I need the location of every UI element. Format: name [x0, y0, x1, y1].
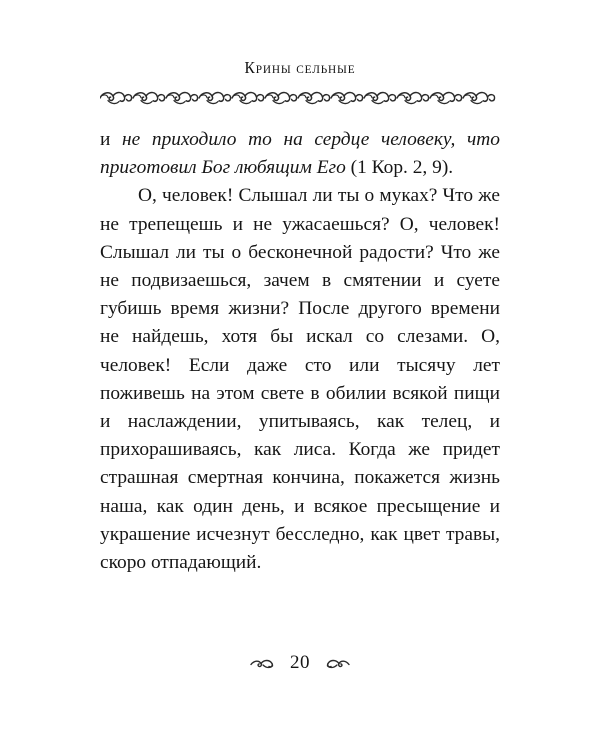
paragraph-scripture-quote	[100, 126, 500, 182]
quote-lead-in: и	[100, 129, 123, 150]
paragraph-homily	[100, 182, 500, 577]
leaf-flourish-left-icon	[250, 656, 276, 670]
paragraph-homily-text: О, человек! Слышал ли ты о муках? Что же не трепещешь и не ужасаешься? О, человек! Слышал ли ты о бесконечной радости? Что же не подвизаешься, зачем в смятении и суете губишь время жизни? После другого времени не найдешь, хотя бы искал со слезами. О, человек! Если даже сто или тысячу лет поживешь на этом свете в обилии всякой пищи и наслаждении, упитываясь, как телец, и прихорашиваясь, как лиса. Когда же придет страшная смертная кончина, покажется жизнь наша, как один день, и всякое пресыщение и украшение исчезнут бесследно, как цвет травы, скоро отпадающий.	[100, 185, 500, 574]
vine-scroll-rule-svg	[100, 88, 500, 108]
running-head-title: Крины сельные	[244, 58, 356, 77]
running-head	[0, 58, 600, 78]
scripture-quote-italic: не приходило то на сердце человеку, что приготовил Бог любящим Его	[100, 129, 500, 179]
page-number: 20	[290, 652, 310, 673]
vine-scroll-rule-icon	[100, 88, 500, 108]
leaf-flourish-right-icon	[324, 656, 350, 670]
folio	[0, 652, 600, 674]
scripture-citation: (1 Кор. 2, 9).	[345, 157, 454, 179]
body-text-block	[100, 126, 500, 577]
